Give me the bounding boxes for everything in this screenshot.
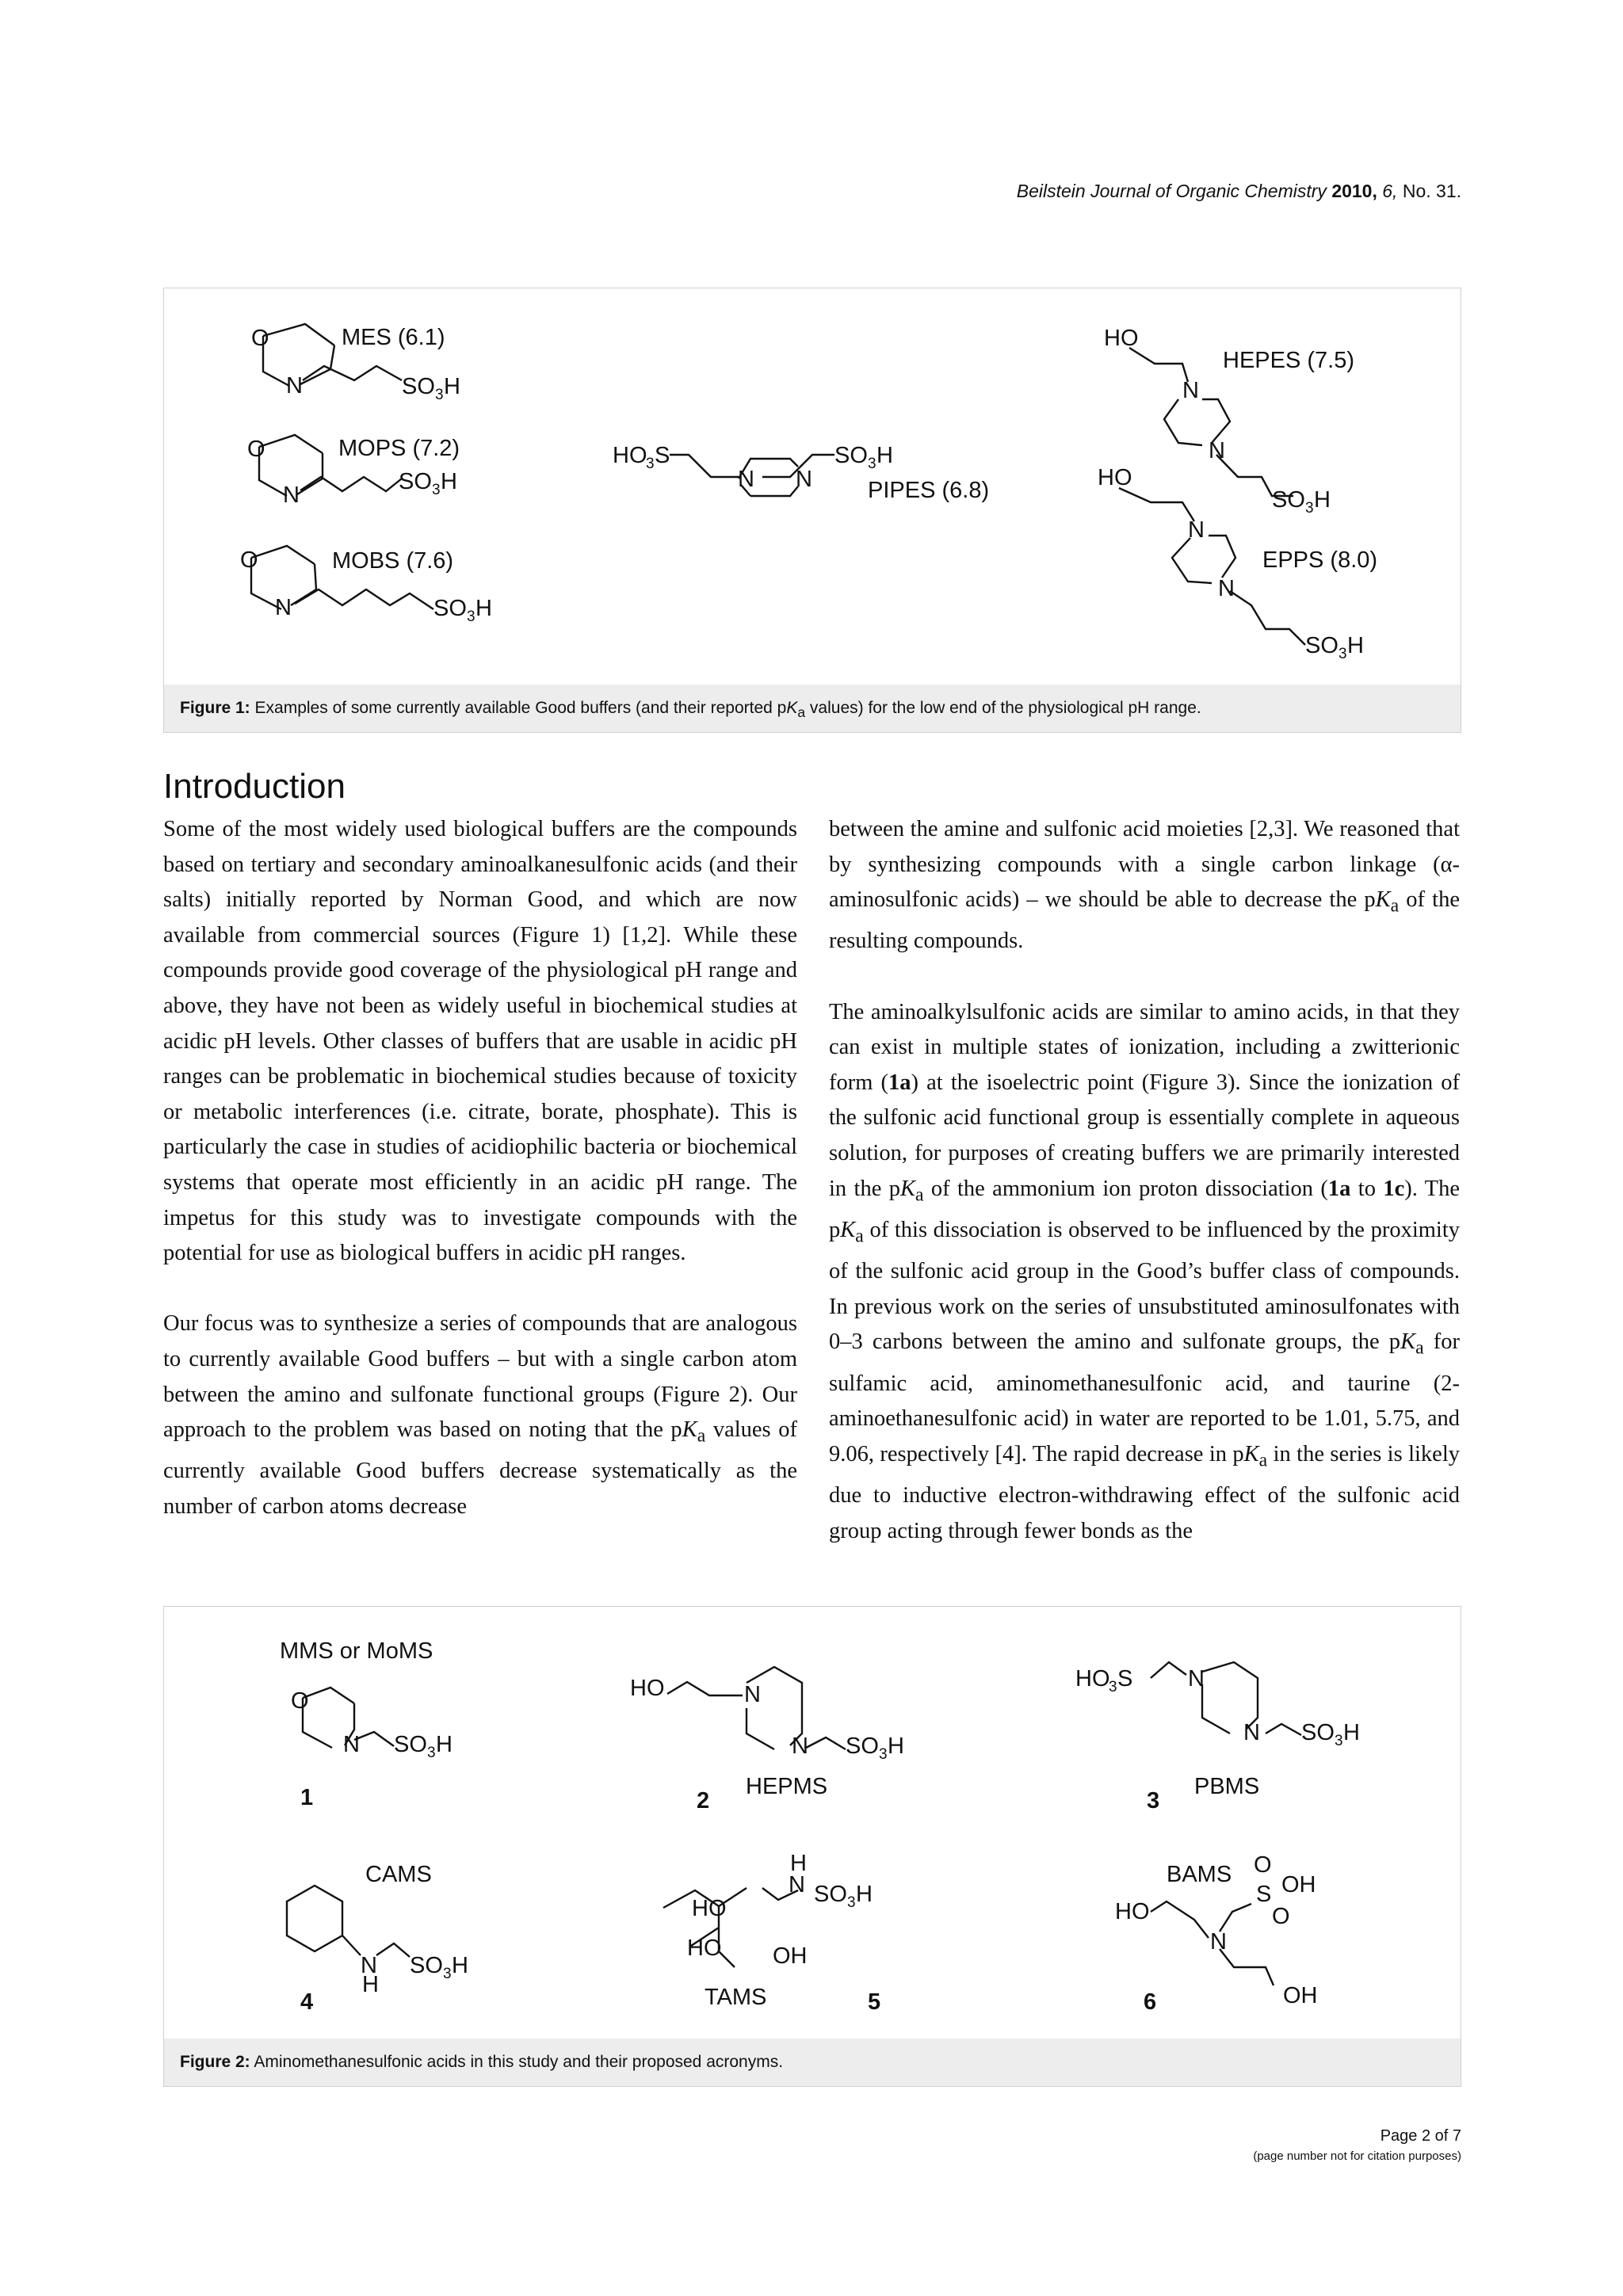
journal-name: Beilstein Journal of Organic Chemistry	[1016, 181, 1327, 201]
pipes-structure	[613, 443, 989, 503]
pipes-h: H	[876, 443, 893, 468]
text-column-left	[163, 812, 797, 1560]
hepms-so: SO	[846, 1733, 879, 1759]
hepms-label: HEPMS	[746, 1774, 828, 1799]
bams-o1: O	[1254, 1852, 1272, 1878]
compound-1a: 1a	[888, 1070, 911, 1095]
intro-p4-c: of the ammonium ion proton dissociation (	[923, 1176, 1328, 1201]
compound-1-structure	[280, 1638, 453, 1810]
figure-2-caption	[164, 2039, 1461, 2086]
cams-h: H	[362, 1972, 379, 1997]
hepes-h: H	[1314, 487, 1331, 513]
pipes-n1: N	[738, 467, 754, 492]
figure-1	[163, 288, 1461, 733]
mms-o: O	[291, 1688, 309, 1714]
tams-oh: OH	[773, 1943, 808, 1969]
pk-k: K	[1400, 1329, 1416, 1355]
tams-ho1: HO	[692, 1896, 727, 1921]
bams-n: N	[1210, 1929, 1227, 1955]
compound-6-structure	[1115, 1852, 1318, 2015]
epps-n2: N	[1218, 576, 1235, 601]
epps-sub3: 3	[1338, 646, 1347, 662]
pk-sub: a	[1258, 1450, 1268, 1471]
hepes-sub3: 3	[1305, 500, 1314, 517]
epps-n1: N	[1188, 517, 1205, 543]
tams-nh-h: H	[790, 1851, 807, 1876]
compound-number-6: 6	[1144, 1989, 1157, 2015]
bams-s: S	[1256, 1882, 1272, 1907]
epps-structure	[1098, 465, 1377, 662]
figure-2-caption-label: Figure 2:	[180, 2053, 250, 2071]
mobs-n: N	[275, 595, 292, 620]
intro-p3-a: between the amine and sulfonic acid moieties [2,3]. We reasoned that by synthesizing compounds with a single carbon linkage (α-aminosulfonic acids) – we should be able to decrease the p	[829, 817, 1460, 913]
compound-5-structure	[663, 1851, 880, 2015]
hepes-ho: HO	[1104, 326, 1139, 351]
intro-p4-f: of this dissociation is observed to be influenced by the proximity of the sulfonic acid group in the Good’s buffer class of compounds. In previous work on the series of unsubstituted aminosulfonates with 0–3 carbons between the amino and sulfonate groups, the p	[829, 1217, 1460, 1355]
hepms-sub3: 3	[879, 1746, 888, 1763]
mobs-label: MOBS (7.6)	[332, 548, 454, 574]
mes-h: H	[444, 374, 460, 399]
tams-so: SO	[814, 1882, 847, 1907]
intro-p2-b: values of currently available Good buffers decrease systematically as the number of carbon atoms decrease	[163, 1417, 797, 1519]
mes-so: SO	[402, 374, 435, 399]
journal-number: No. 31.	[1402, 181, 1461, 201]
pipes-n2: N	[796, 467, 812, 492]
mobs-structure	[240, 546, 492, 625]
epps-label: EPPS (8.0)	[1262, 547, 1378, 573]
mobs-o: O	[240, 547, 258, 573]
mobs-h: H	[475, 596, 492, 621]
mops-h: H	[441, 469, 457, 494]
mops-structure	[247, 435, 460, 508]
pk-k: K	[682, 1417, 697, 1443]
bams-oh1: OH	[1281, 1872, 1316, 1897]
cams-h2: H	[452, 1953, 468, 1978]
intro-p4-e: ). The p	[829, 1176, 1460, 1242]
hepes-structure	[1104, 326, 1354, 517]
hepms-n1: N	[744, 1682, 761, 1707]
tams-sub3: 3	[847, 1894, 856, 1911]
hepes-n1: N	[1182, 378, 1199, 403]
pbms-so: SO	[1301, 1720, 1335, 1745]
figure-1-caption-k: K	[786, 699, 798, 717]
figure-1-caption-label: Figure 1:	[180, 699, 250, 717]
bams-oh2: OH	[1283, 1983, 1318, 2008]
mes-o: O	[251, 326, 269, 351]
figure-1-caption	[164, 685, 1461, 732]
hepes-so: SO	[1272, 487, 1305, 513]
journal-volume: 6,	[1382, 181, 1398, 201]
hepms-ho: HO	[630, 1676, 665, 1701]
pipes-label: PIPES (6.8)	[868, 478, 990, 503]
epps-h: H	[1347, 633, 1364, 658]
mobs-sub3: 3	[467, 608, 475, 625]
compound-2-structure	[630, 1667, 904, 1814]
page-number: Page 2 of 7	[1380, 2127, 1461, 2145]
figure-2-caption-text: Aminomethanesulfonic acids in this study and their proposed acronyms.	[254, 2053, 784, 2071]
bams-o2: O	[1272, 1904, 1290, 1929]
intro-p3-b: of the resulting compounds.	[829, 887, 1460, 954]
pk-k: K	[1375, 887, 1391, 913]
pbms-sub3a: 3	[1109, 1679, 1117, 1695]
figure-2	[163, 1606, 1461, 2087]
pk-sub: a	[697, 1425, 706, 1447]
pk-sub: a	[1415, 1338, 1424, 1360]
figure-1-caption-text-a: Examples of some currently available Good buffers (and their reported p	[254, 699, 787, 717]
pbms-s: S	[1117, 1666, 1133, 1691]
pipes-ho: HO	[613, 443, 647, 468]
mms-sub3: 3	[427, 1745, 436, 1761]
cams-label: CAMS	[365, 1862, 432, 1887]
compound-3-structure	[1075, 1662, 1360, 1814]
compound-number-2: 2	[697, 1788, 710, 1814]
figure-2-structures	[164, 1607, 1461, 2039]
mes-sub3: 3	[435, 387, 444, 403]
tams-h: H	[856, 1882, 873, 1907]
pbms-sub3b: 3	[1335, 1733, 1343, 1749]
compound-4-structure	[287, 1862, 468, 2015]
hepms-n2: N	[792, 1733, 808, 1759]
intro-p4-d: to	[1350, 1176, 1384, 1201]
pk-k: K	[1243, 1441, 1259, 1466]
mops-o: O	[247, 437, 265, 462]
pbms-ho: HO	[1075, 1666, 1110, 1691]
mops-label: MOPS (7.2)	[338, 436, 460, 461]
figure-1-structures	[164, 288, 1461, 685]
pipes-s: S	[655, 443, 670, 468]
cams-n: N	[361, 1953, 377, 1978]
figure-1-caption-sub: a	[797, 704, 806, 721]
pk-sub: a	[855, 1226, 864, 1247]
compound-number-1: 1	[300, 1785, 314, 1810]
page-note: (page number not for citation purposes)	[1253, 2149, 1461, 2163]
mms-so: SO	[394, 1732, 427, 1757]
journal-header	[1017, 181, 1461, 202]
mops-so: SO	[399, 469, 432, 494]
mops-n: N	[283, 482, 300, 508]
mms-h: H	[436, 1732, 453, 1757]
epps-so: SO	[1305, 633, 1338, 658]
pbms-n2: N	[1243, 1720, 1260, 1745]
cams-sub3: 3	[443, 1966, 452, 1982]
intro-p4-a: The aminoalkylsulfonic acids are similar to amino acids, in that they can exist in multiple states of ionization, including a zwitterionic form (	[829, 999, 1460, 1095]
epps-ho: HO	[1098, 465, 1132, 490]
intro-p4-b: ) at the isoelectric point (Figure 3). Since the ionization of the sulfonic acid functional group is essentially complete in aqueous solution, for purposes of creating buffers we are primarily interested in the p	[829, 1070, 1461, 1201]
intro-p2-a: Our focus was to synthesize a series of compounds that are analogous to currently available Good buffers – but with a single carbon atom between the amino and sulfonate functional groups (Figure 2). Our approach to the problem was based on noting that the p	[163, 1311, 797, 1443]
intro-p4-h: in the series is likely due to inductive electron-withdrawing effect of the sulfonic acid group acting through fewer bonds as the	[829, 1441, 1460, 1543]
bams-label: BAMS	[1167, 1862, 1232, 1887]
tams-n: N	[789, 1872, 805, 1897]
compound-1a: 1a	[1327, 1176, 1351, 1201]
intro-paragraph-4	[829, 995, 1460, 1550]
mes-label: MES (6.1)	[342, 325, 445, 350]
mes-n: N	[286, 373, 303, 399]
intro-p4-g: for sulfamic acid, aminomethanesulfonic acid, and taurine (2-aminoethanesulfonic acid) in water are reported to be 1.01, 5.75, and 9.06, respectively [4]. The rapid decrease in p	[829, 1329, 1460, 1466]
text-column-right	[829, 812, 1460, 1585]
tams-ho2: HO	[687, 1936, 722, 1961]
pk-k: K	[840, 1217, 856, 1242]
mms-n: N	[343, 1732, 360, 1757]
hepes-n2: N	[1209, 438, 1225, 463]
compound-number-4: 4	[300, 1989, 314, 2015]
compound-number-5: 5	[868, 1989, 881, 2015]
compound-1c: 1c	[1383, 1176, 1405, 1201]
pbms-label: PBMS	[1194, 1774, 1260, 1799]
pk-k: K	[899, 1176, 915, 1201]
journal-year: 2010,	[1331, 181, 1377, 201]
bams-ho: HO	[1115, 1899, 1150, 1924]
section-title-introduction: Introduction	[163, 767, 346, 806]
tams-label: TAMS	[705, 1985, 767, 2010]
mms-label: MMS or MoMS	[280, 1638, 433, 1664]
hepes-label: HEPES (7.5)	[1223, 348, 1354, 373]
mobs-so: SO	[433, 596, 467, 621]
pbms-h: H	[1343, 1720, 1360, 1745]
mops-sub3: 3	[432, 482, 441, 498]
compound-number-3: 3	[1147, 1788, 1160, 1814]
pk-sub: a	[1390, 895, 1400, 917]
pipes-so: SO	[834, 443, 868, 468]
pk-sub: a	[915, 1184, 924, 1206]
pipes-sub3a: 3	[646, 456, 655, 472]
intro-paragraph-1: Some of the most widely used biological buffers are the compounds based on tertiary and secondary aminoalkanesulfonic acids (and their salts) initially reported by Norman Good, and which are now available from commercial sources (Figure 1) [1,2]. While these compounds provide good coverage of the physiological pH range and above, they have not been as widely useful in biochemical studies at acidic pH levels. Other classes of buffers that are usable in acidic pH ranges can be problematic in biochemical studies because of toxicity or metabolic interferences (i.e. citrate, borate, phosphate). This is particularly the case in studies of acidiophilic bacteria or biochemical systems that operate most efficiently in an acidic pH range. The impetus for this study was to investigate compounds with the potential for use as biological buffers in acidic pH ranges.	[163, 817, 797, 1266]
intro-paragraph-3	[829, 812, 1460, 959]
intro-paragraph-2	[163, 1306, 797, 1524]
mes-structure	[251, 324, 460, 403]
figure-1-caption-text-b: values) for the low end of the physiological pH range.	[805, 699, 1201, 717]
cams-so: SO	[410, 1953, 443, 1978]
hepms-h: H	[888, 1733, 904, 1759]
pipes-sub3b: 3	[868, 456, 876, 472]
pbms-n1: N	[1188, 1666, 1205, 1691]
